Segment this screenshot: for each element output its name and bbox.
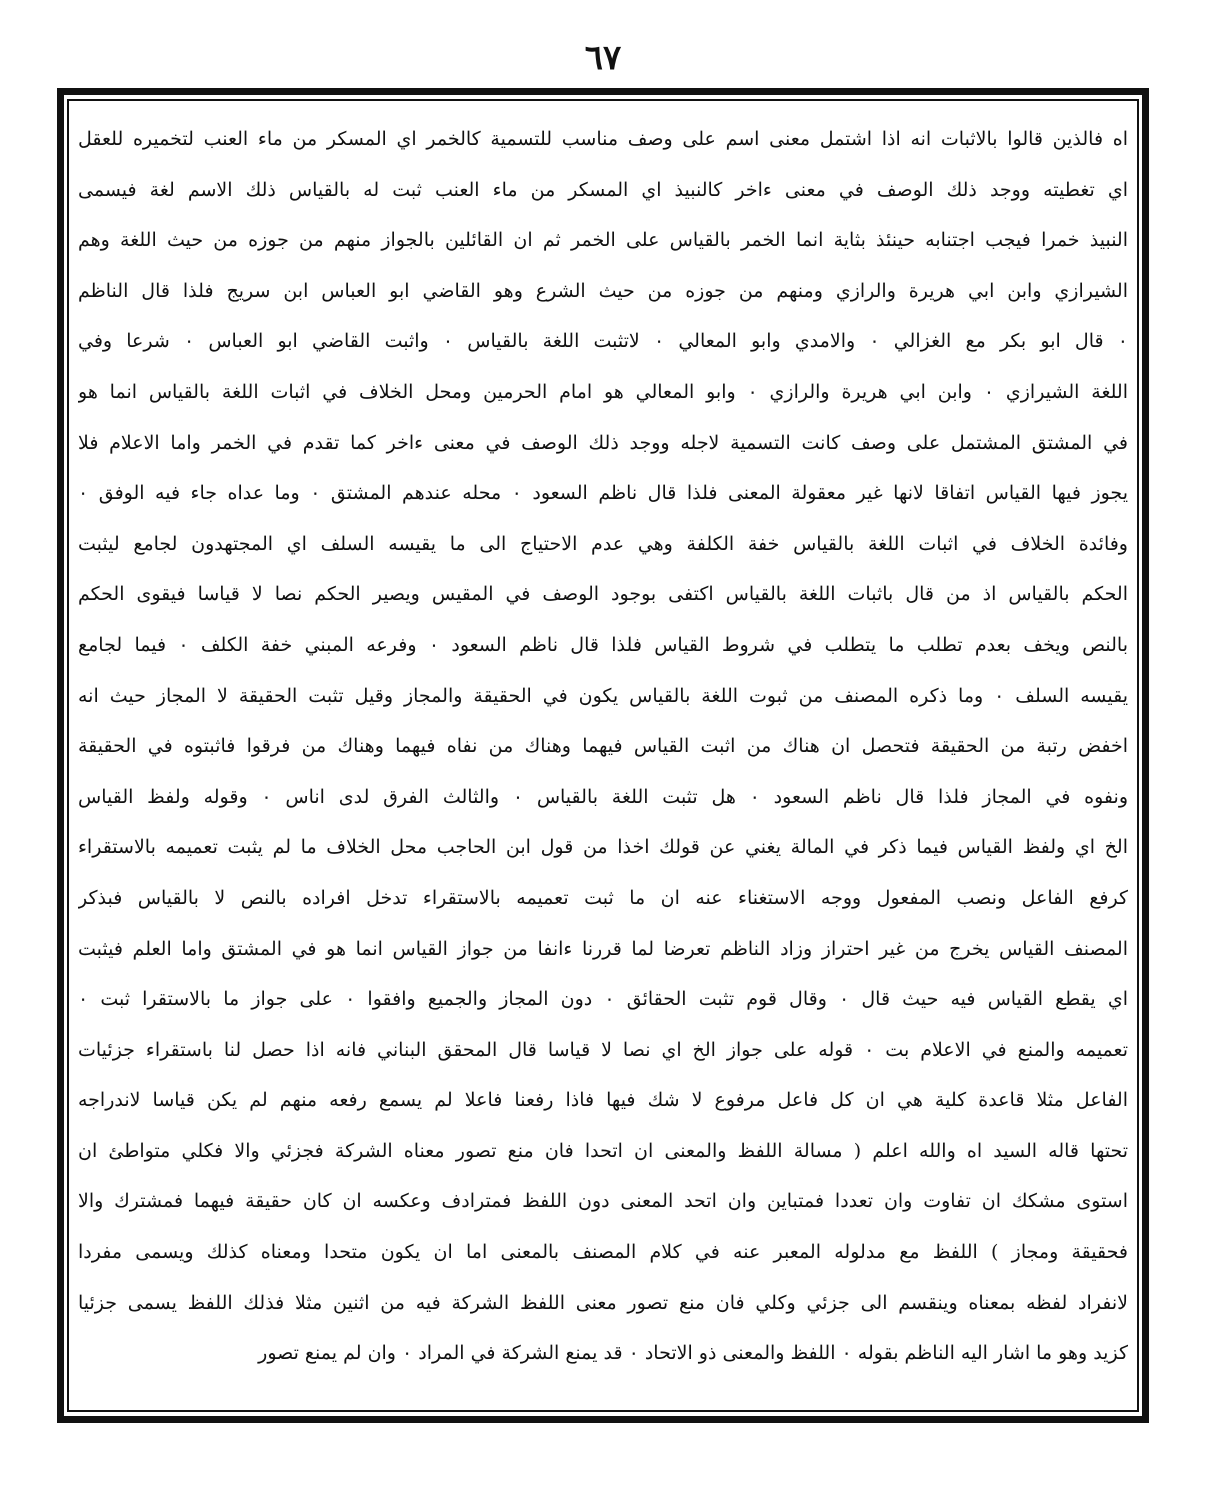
body-text — [78, 114, 1128, 1404]
text-line: اي يقطع القياس فيه حيث قال ٠ وقال قوم تثبت الحقائق ٠ دون المجاز والجميع وافقوا ٠ على جواز ما بالاستقرا ثبت ٠ — [78, 988, 1128, 1011]
text-line: كرفع الفاعل ونصب المفعول ووجه الاستغناء عنه ان ما ثبت تعميمه بالاستقراء تدخل افراده بالنص لا بالقياس فبذكر — [78, 886, 1128, 909]
text-line: فحقيقة ومجاز ) اللفظ مع مدلوله المعبر عنه في كلام المصنف بالمعنى اما ان يكون متحدا ومعناه كذلك ويسمى مفردا — [78, 1241, 1128, 1264]
text-line: وفائدة الخلاف في اثبات اللغة بالقياس خفة الكلفة وهي عدم الاحتياج الى ما يقيسه السلف اي المجتهدون لجامع ليثبت — [78, 532, 1128, 555]
text-line: ونفوه في المجاز فلذا قال ناظم السعود ٠ هل تثبت اللغة بالقياس ٠ والثالث الفرق لدى اناس ٠ وقوله ولفظ القياس — [78, 785, 1128, 808]
text-line: لانفراد لفظه بمعناه وينقسم الى جزئي وكلي فان منع تصور معنى اللفظ الشركة فيه من اثنين مثلا فذلك اللفظ يسمى جزئيا — [78, 1291, 1128, 1314]
text-line: كزيد وهو ما اشار اليه الناظم بقوله ٠ اللفظ والمعنى ذو الاتحاد ٠ قد يمنع الشركة في المراد ٠ وان لم يمنع تصور — [258, 1342, 1128, 1365]
text-line: استوى مشكك ان تفاوت وان تعددا فمتباين وان اتحد المعنى دون اللفظ فمترادف وعكسه ان كان حقيقة فيهما فمشترك والا — [78, 1190, 1128, 1213]
text-line: الحكم بالقياس اذ من قال باثبات اللغة بالقياس اكتفى بوجود الوصف في المقيس ويصير الحكم نصا لا قياسا فيقوى الحكم — [78, 583, 1128, 606]
text-line: النبيذ خمرا فيجب اجتنابه حينئذ بثاية انما الخمر بالقياس على الخمر ثم ان القائلين بالجواز منهم من جوزه من حيث اللغة وهم — [78, 229, 1128, 252]
text-line: الفاعل مثلا قاعدة كلية هي ان كل فاعل مرفوع لا شك فيها فاذا رفعنا فاعلا لم يسمع رفعه منهم لم يكن قياسا لاندراجه — [78, 1089, 1128, 1112]
text-line: المصنف القياس يخرج من غير احتراز وزاد الناظم تعرضا لما قررنا ءانفا من جواز القياس انما هو في المشتق واما العلم فيثبت — [78, 937, 1128, 960]
page-number: ٦٧ — [584, 38, 622, 78]
text-line: الخ اي ولفظ القياس فيما ذكر في المالة يغني عن قولك اخذا من قول ابن الحاجب محل الخلاف ما لم يثبت تعميمه بالاستقراء — [78, 836, 1128, 859]
text-line: اي تغطيته ووجد ذلك الوصف في معنى ءاخر كالنبيذ اي المسكر من ماء العنب ثبت له بالقياس ذلك الاسم لغة فيسمى — [78, 178, 1128, 201]
text-line: تحتها قاله السيد اه والله اعلم ( مسالة اللفظ والمعنى ان اتحدا فان منع تصور معناه الشركة فجزئي والا فكلي متواطئ ان — [78, 1139, 1128, 1162]
text-line: ٠ قال ابو بكر مع الغزالي ٠ والامدي وابو المعالي ٠ لاتثبت اللغة بالقياس ٠ واثبت القاضي ابو العباس ٠ شرعا وفي — [78, 330, 1128, 353]
text-line: اللغة الشيرازي ٠ وابن ابي هريرة والرازي ٠ وابو المعالي هو امام الحرمين ومحل الخلاف في اثبات اللغة بالقياس انما هو — [78, 380, 1128, 403]
text-line: في المشتق المشتمل على وصف كانت التسمية لاجله ووجد ذلك الوصف في معنى ءاخر كما تقدم في الخمر واما الاعلام فلا — [78, 431, 1128, 454]
text-line: اه فالذين قالوا بالاثبات انه اذا اشتمل معنى اسم على وصف مناسب للتسمية كالخمر اي المسكر من ماء العنب لتخميره للعقل — [78, 128, 1128, 150]
text-line: الشيرازي وابن ابي هريرة والرازي ومنهم من جوزه من حيث الشرع وهو القاضي ابو العباس ابن سريج فلذا قال الناظم — [78, 279, 1128, 302]
text-line: تعميمه والمنع في الاعلام بت ٠ قوله على جواز الخ اي نصا لا قياسا قال المحقق البناني فانه اذا حصل لنا باستقراء جزئيات — [78, 1038, 1128, 1061]
text-line: يجوز فيها القياس اتفاقا لانها غير معقولة المعنى فلذا قال ناظم السعود ٠ محله عندهم المشتق ٠ وما عداه جاء فيه الوفق ٠ — [78, 482, 1128, 505]
text-line: بالنص ويخف بعدم تطلب ما يتطلب في شروط القياس فلذا قال ناظم السعود ٠ وفرعه المبني خفة الكلف ٠ فيما لجامع — [78, 633, 1128, 656]
text-line: يقيسه السلف ٠ وما ذكره المصنف من ثبوت اللغة بالقياس يكون في الحقيقة والمجاز وقيل تثبت الحقيقة لا المجاز حيث انه — [78, 684, 1128, 707]
text-line: اخفض رتبة من الحقيقة فتحصل ان هناك من اثبت القياس فيهما وهناك من نفاه فيهما وهناك من فرقوا فاثبتوه في الحقيقة — [78, 735, 1128, 758]
